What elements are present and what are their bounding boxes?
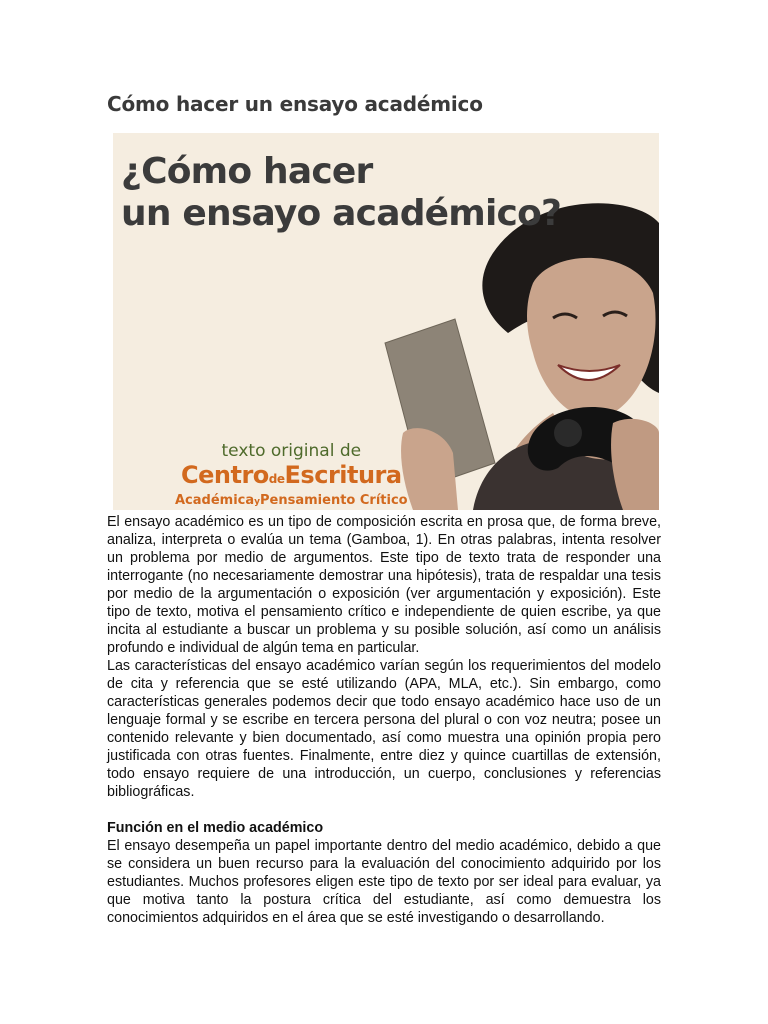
section-heading: Función en el medio académico xyxy=(107,820,324,836)
credit-academica: Académica xyxy=(175,493,255,508)
credit-de: de xyxy=(268,472,285,486)
credit-centro: Centro xyxy=(181,461,269,489)
banner-heading-line1: ¿Cómo hacer xyxy=(121,151,373,192)
paragraph-2: Las características del ensayo académico varían según los requerimientos del modelo de cita y referencia que se esté utilizando (APA, MLA, etc.). Sin embargo, como características generales podemos decir que todo ensayo académico hace uso de un lenguaje formal y se escribe en tercera persona del plural o con voz neutra; posee un contenido relevante y bien documentado, así como muestra una opinión propia pero justificada con otras fuentes. Finalmente, entre diez y quince cuartillas de extensión, todo ensayo requiere de una introducción, un cuerpo, conclusiones y referencias bibliográficas. xyxy=(107,658,661,800)
banner-heading xyxy=(121,151,561,235)
section-paragraph: El ensayo desempeña un papel importante dentro del medio académico, debido a que se considera un buen recurso para la evaluación del conocimiento adquirido por los estudiantes. Muchos profesores eligen este tipo de texto por ser ideal para evaluar, ya que motiva tanto la postura crítica del estudiante, así como demuestra los conocimientos adquiridos en el área que se esté investigando o desarrollando. xyxy=(107,838,661,926)
article-body xyxy=(107,513,661,927)
credit-y: y xyxy=(254,497,261,507)
banner-heading-line2: un ensayo académico? xyxy=(121,193,562,234)
banner-image xyxy=(113,133,659,510)
credit-intro: texto original de xyxy=(221,441,362,461)
credit-pensamiento: Pensamiento Crítico xyxy=(260,493,408,508)
page-title: Cómo hacer un ensayo académico xyxy=(107,92,483,116)
paragraph-1: El ensayo académico es un tipo de composición escrita en prosa que, de forma breve, analiza, interpreta o evalúa un tema (Gamboa, 1). En otras palabras, intenta resolver un problema por medio de argumentos. Este tipo de texto trata de responder una interrogante (no necesariamente demostrar una hipótesis), trata de respaldar una tesis por medio de la argumentación o exposición (ver argumentación y exposición). Este tipo de texto, motiva el pensamiento crítico e independiente de quien escribe, ya que incita al estudiante a buscar un problema y su posible solución, así como un análisis profundo e individual de algún tema en particular. xyxy=(107,514,661,656)
credit-block xyxy=(175,441,408,510)
credit-centro-escritura xyxy=(175,461,408,493)
credit-escritura: Escritura xyxy=(284,461,402,489)
credit-academica-pensamiento xyxy=(175,493,408,510)
